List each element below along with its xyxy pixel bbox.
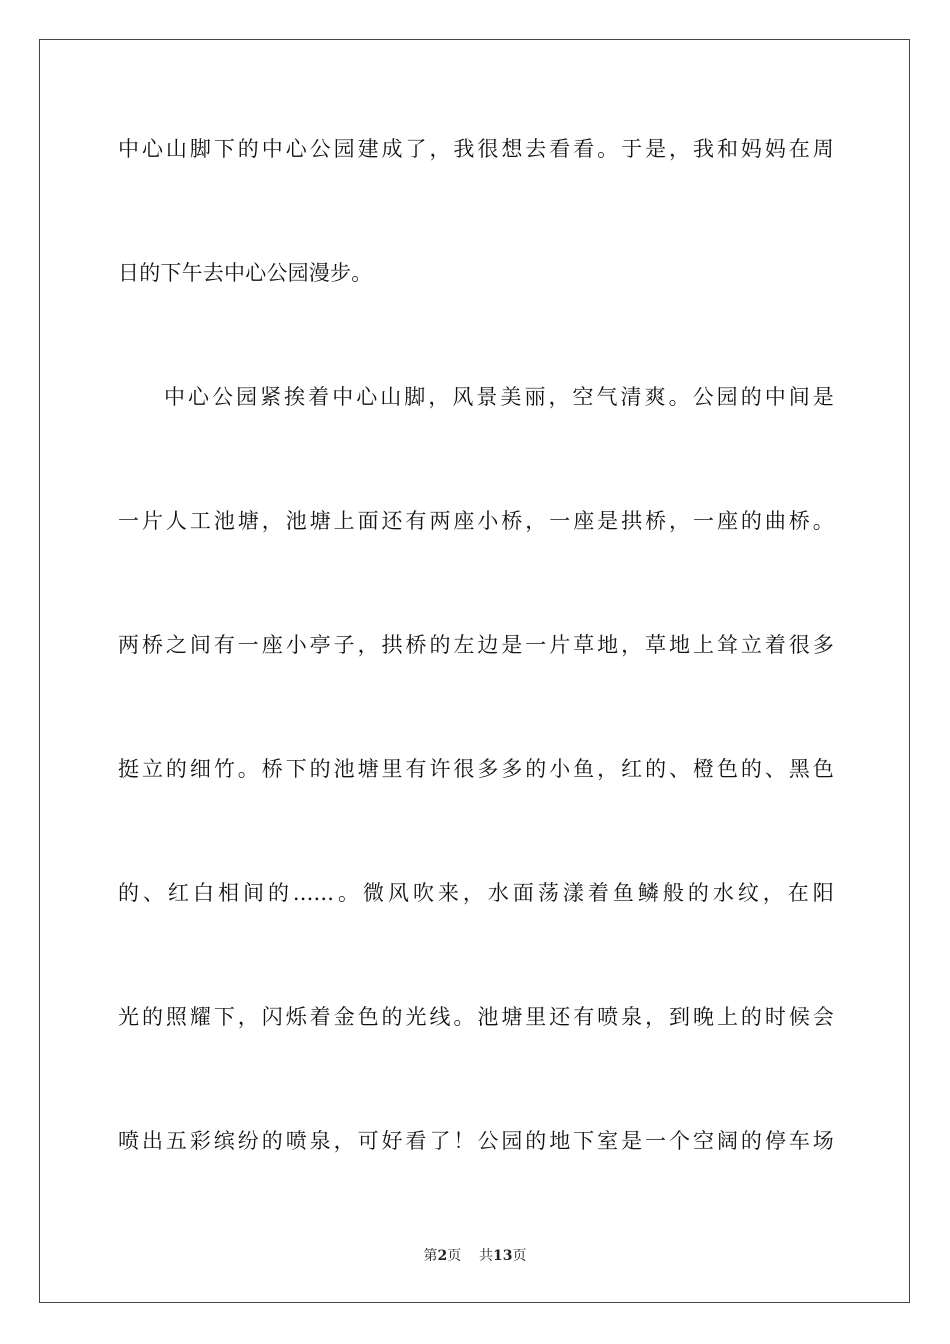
paragraph-line: 日的下午去中心公园漫步。 [118,261,373,285]
page-border [39,39,910,1303]
page-footer [0,1246,950,1266]
total-pages: 13 [493,1248,513,1264]
page-suffix: 页 [447,1248,462,1264]
total-prefix: 共 [479,1248,494,1264]
total-suffix: 页 [512,1248,527,1264]
paragraph-line: 喷出五彩缤纷的喷泉，可好看了！公园的地下室是一个空阔的停车场 [118,1129,834,1153]
paragraph-line: 中心公园紧挨着中心山脚，风景美丽，空气清爽。公园的中间是 [164,385,834,409]
paragraph-line: 中心山脚下的中心公园建成了，我很想去看看。于是，我和妈妈在周 [118,137,834,161]
paragraph-line: 挺立的细竹。桥下的池塘里有许很多多的小鱼，红的、橙色的、黑色 [118,757,834,781]
paragraph-line: 的、红白相间的......。微风吹来，水面荡漾着鱼鳞般的水纹，在阳 [118,881,834,905]
paragraph-line: 一片人工池塘，池塘上面还有两座小桥，一座是拱桥，一座的曲桥。 [118,509,834,533]
page-prefix: 第 [423,1248,438,1264]
paragraph-line: 两桥之间有一座小亭子，拱桥的左边是一片草地，草地上耸立着很多 [118,633,834,657]
page-number: 2 [437,1248,448,1264]
paragraph-line: 光的照耀下，闪烁着金色的光线。池塘里还有喷泉，到晚上的时候会 [118,1005,834,1029]
